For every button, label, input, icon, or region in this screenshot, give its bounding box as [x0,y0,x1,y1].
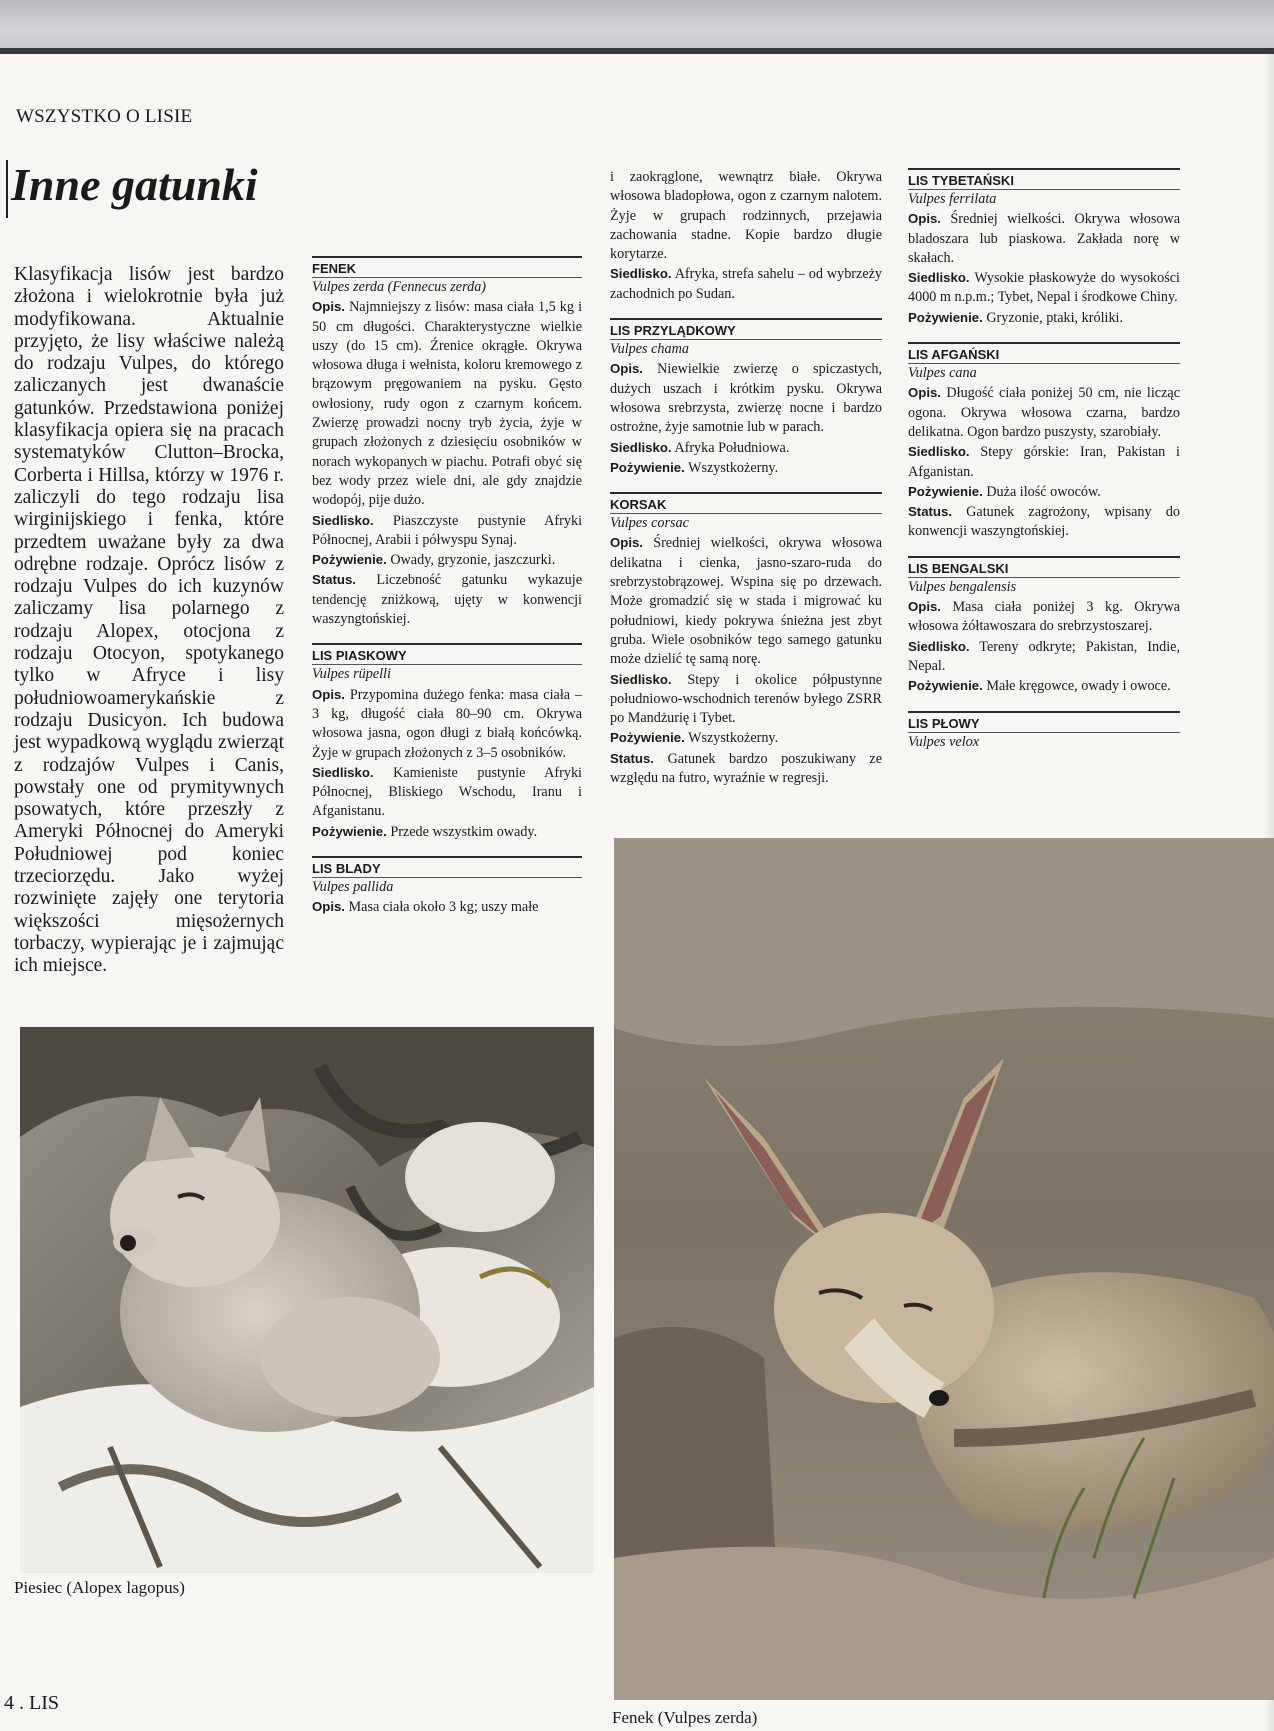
scan-border [0,0,1274,52]
page-title: Inne gatunki [11,159,258,210]
habitat-text: Kamieniste pustynie Afryki Północnej, Bliskiego Wschodu, Iranu i Afganistanu. [312,764,582,820]
species-column-1 [312,256,582,918]
label-opis: Opis. [312,299,345,315]
food-text: Wszystkożerny. [688,459,779,476]
species-entry [312,550,582,570]
species-entry [312,685,582,763]
running-head: WSZYSTKO O LISIE [16,106,193,127]
species-title: LIS BLADY [312,856,582,878]
species-entry [312,570,582,629]
label-opis: Opis. [908,385,941,401]
species-entry [908,502,1180,542]
species-latin: Vulpes cana [908,365,977,382]
fennec-fox-illustration [614,838,1274,1700]
status-text: Gatunek zagrożony, wpisany do konwencji waszyngtońskiej. [908,504,1181,540]
title-rule [6,160,8,218]
status-text: Liczebność gatunku wykazuje tendencję zniżkową, ujęty w konwencji waszyngtońskiej. [312,572,582,628]
food-text: Przede wszystkim owady. [390,823,538,840]
food-text: Gryzonie, ptaki, króliki. [986,309,1124,326]
species-entry [908,383,1180,442]
species-entry [610,359,882,437]
species-entry [610,438,882,458]
status-text: Gatunek bardzo poszukiwany ze względu na futro, wyraźnie w regresji. [610,750,883,787]
species-entry [312,297,582,510]
habitat-text: Stepy i okolice półpustynne południowo-wschodnich terenów byłego ZSRR po Mandżurię i Tybet. [610,671,882,727]
habitat-text: Tereny odkryte; Pakistan, Indie, Nepal. [908,638,1180,674]
fennec-fox-photo [614,838,1274,1700]
species-entry [610,749,882,789]
label-opis: Opis. [312,899,345,915]
species-entry [908,676,1180,696]
label-opis: Opis. [610,535,643,551]
desc-text: Masa ciała poniżej 3 kg. Okrywa włosowa żółtawoszara do srebrzystoszarej. [908,599,1181,635]
label-siedlisko: Siedlisko. [610,266,672,282]
label-siedlisko: Siedlisko. [908,270,970,286]
label-siedlisko: Siedlisko. [610,671,672,687]
label-siedlisko: Siedlisko. [908,444,970,460]
desc-text: Najmniejszy z lisów: masa ciała 1,5 kg i 50 cm długości. Charakterystyczne wielkie uszy (do 15 cm). Źrenice okrągłe. Okrywa włosowa długa i wełnista, koloru kremowego z brązowym pręgowaniem na pysku. Gęsto owłosiony, rudy ogon z czarnym końcem. Zwierzę prowadzi nocny tryb życia, żyje w grupach złożonych z dziesięciu osobników w norach wykopanych w piachu. Potrafi obyć się bez wody przez wiele dni, ale gdy znajdzie wodopój, pije dużo. [312,299,583,509]
intro-paragraph: Klasyfikacja lisów jest bardzo złożona i wielokrotnie była już modyfikowana. Aktualnie przyjęto, że lisy właściwe należą do rodzaju Vulpes, do którego zaliczanych jest dwanaście gatunków. Przedstawiona poniżej klasyfikacja opiera się na pracach systematyków Clutton–Brocka, Corberta i Hillsa, którzy w 1976 r. zaliczyli do tego rodzaju lisa wirginijskiego i fenka, które przedtem uważane były za dwa odrębne rodzaje. Oprócz lisów z rodzaju Vulpes do ich kuzynów zaliczamy lisa polarnego z rodzaju Alopex, otocjona z rodzaju Otocyon, spotykanego tylko w Afryce i lisy południowoamerykańskie z rodzaju Dusicyon. Ich budowa jest wypadkową wyglądu zwierząt z rodzajów Vulpes i Canis, powstały one od prymitywnych psowatych, które przeszły z Ameryki Północnej do Ameryki Południowej pod koniec trzeciorzędu. Jako wyżej rozwinięte zajęły one terytoria większości mięsożernych torbaczy, wypierając je i zajmując ich miejsce. [14,264,284,977]
species-entry [312,822,582,842]
species-entry [908,209,1180,268]
species-title: LIS PIASKOWY [312,643,582,665]
species-entry [610,533,882,669]
species-latin: Vulpes pallida [312,879,394,896]
species-latin: Vulpes velox [908,733,980,750]
label-pozywienie: Pożywienie. [908,483,983,499]
desc-text: Niewielkie zwierzę o spiczastych, dużych uszach i krótkim pysku. Okrywa włosowa srebrzysta, zwierzę nocne i bardzo ostrożne, żyje samotnie lub w parach. [610,361,882,436]
species-entry [908,268,1180,308]
label-pozywienie: Pożywienie. [610,459,685,475]
species-latin: Vulpes bengalensis [908,578,1017,595]
label-siedlisko: Siedlisko. [312,512,374,528]
label-pozywienie: Pożywienie. [312,823,387,839]
label-pozywienie: Pożywienie. [610,730,685,746]
label-pozywienie: Pożywienie. [908,309,983,325]
species-latin: Vulpes ferrilata [908,191,997,207]
label-opis: Opis. [908,211,941,227]
species-latin: Vulpes corsac [610,515,689,532]
arctic-fox-illustration [20,1027,594,1573]
label-status: Status. [908,504,952,520]
species-entry [610,458,882,478]
label-status: Status. [610,750,654,766]
species-entry [908,442,1180,482]
species-entry-continued: i zaokrąglone, wewnątrz białe. Okrywa włosowa bladopłowa, ogon z czarnym nalotem. Żyje w grupach rodzinnych, przejawia zachowania stadne. Kopie bardzo długie korytarze. [610,169,882,263]
species-entry [908,482,1180,502]
habitat-text: Afryka Południowa. [674,439,790,456]
species-latin: Vulpes zerda (Fennecus zerda) [312,279,487,295]
food-text: Duża ilość owoców. [986,483,1101,500]
species-title: LIS BENGALSKI [908,556,1180,578]
label-siedlisko: Siedlisko. [610,439,672,455]
species-title: LIS TYBETAŃSKI [908,168,1180,190]
fennec-caption: Fenek (Vulpes zerda) [612,1708,758,1727]
arctic-fox-caption: Piesiec (Alopex lagopus) [14,1578,185,1597]
desc-text: Średniej wielkości. Okrywa włosowa bladoszara lub piaskowa. Zakłada norę w skałach. [908,211,1181,266]
species-title: LIS PRZYLĄDKOWY [610,318,882,340]
label-status: Status. [312,572,356,588]
food-text: Małe kręgowce, owady i owoce. [986,678,1171,695]
species-entry [312,897,582,917]
species-title: LIS PŁOWY [908,711,1180,733]
species-title: LIS AFGAŃSKI [908,342,1180,364]
label-siedlisko: Siedlisko. [908,638,970,654]
label-opis: Opis. [312,686,345,702]
species-entry [610,264,882,304]
species-latin: Vulpes rüpelli [312,666,391,683]
habitat-text: Piaszczyste pustynie Afryki Północnej, Arabii i półwyspu Synaj. [312,512,583,548]
species-latin: Vulpes chama [610,341,689,358]
food-text: Wszystkożerny. [688,730,779,747]
species-entry [908,308,1180,328]
species-entry [312,511,582,551]
species-column-3 [908,168,1180,752]
species-entry [908,637,1180,677]
label-pozywienie: Pożywienie. [312,552,387,568]
species-entry [610,670,882,729]
habitat-text: Stepy górskie: Iran, Pakistan i Afganistan. [908,444,1180,480]
label-opis: Opis. [610,361,643,377]
desc-text: Długość ciała poniżej 50 cm, nie licząc ogona. Okrywa włosowa czarna, bardzo delikatna. Ogon bardzo puszysty, szarobiały. [908,385,1180,440]
species-entry [908,597,1180,637]
desc-text: Średniej wielkości, okrywa włosowa delikatna i cienka, jasno-szaro-ruda do srebrzystobrązowej. Wspina się po drzewach. Może gromadzić się w stada i migrować ku południowi, kiedy pokrywa śnieżna jest zbyt gruba. Wiele osobników tego samego gatunku może dzielić tę samą norę. [610,535,882,668]
label-opis: Opis. [908,599,941,615]
page-number: 4 . LIS [4,1692,59,1714]
habitat-text: Afryka, strefa sahelu – od wybrzeży zachodnich po Sudan. [610,266,883,302]
species-entry [610,728,882,748]
species-column-2 [610,168,882,788]
habitat-text: Wysokie płaskowyże do wysokości 4000 m n.p.m.; Tybet, Nepal i środkowe Chiny. [908,270,1180,306]
species-title: KORSAK [610,492,882,514]
species-entry [312,763,582,822]
label-pozywienie: Pożywienie. [908,678,983,694]
desc-text: Masa ciała około 3 kg; uszy małe [348,899,539,916]
species-title: FENEK [312,256,582,278]
arctic-fox-photo [20,1027,594,1573]
food-text: Owady, gryzonie, jaszczurki. [390,552,556,569]
desc-text: Przypomina dużego fenka: masa ciała – 3 kg, długość ciała 80–90 cm. Okrywa włosowa jasna, ogon długi z białą końcówką. Żyje w grupach złożonych z 3–5 osobników. [312,686,583,761]
label-siedlisko: Siedlisko. [312,764,374,780]
